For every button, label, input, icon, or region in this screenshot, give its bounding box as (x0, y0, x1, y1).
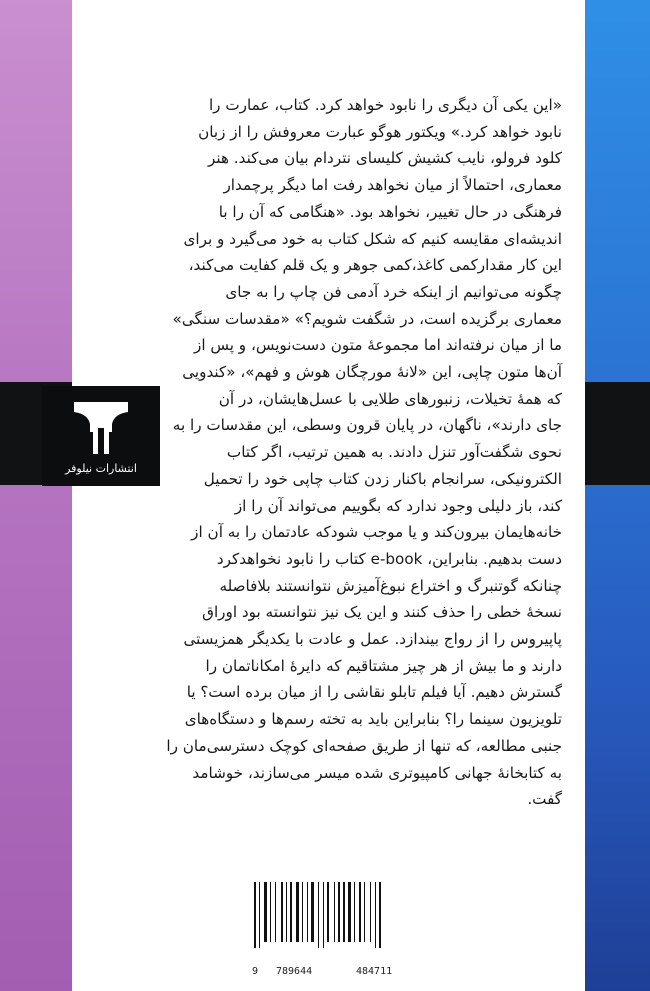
text-line: جای دارند»، ناگهان، در پایان قرون وسطی، این مقدسات را به (172, 416, 562, 435)
text-line: نحوی شگفت‌آور تنزل دادند. به همین ترتیب، اگر کتاب (226, 443, 562, 462)
text-line: خانه‌هایمان بیرون‌کند و یا موجب شود‌که عادتمان را به آن از (191, 523, 562, 542)
text-line: دست بدهیم. بنابراین، e-book کتاب را نابود نخواهد‌کرد (216, 549, 562, 568)
text-line: آن‌ها متون چاپی، این «لانهٔ مورچگان هوش و فهم»، «کندویی (182, 363, 562, 382)
text-line: «این یکی آن دیگری را نابود خواهد کرد. کتاب، عمارت را (208, 96, 562, 114)
text-line: فرهنگی در حال تغییر، نخواهد بود. «هنگامی که آن را با (218, 202, 562, 221)
text-line: ما از میان نرفته‌اند اما مجموعهٔ متون دست‌نویس، و پس از (193, 336, 562, 355)
text-line: الکترونیکی، سرانجام باکنار زدن کتاب چاپی خود را تحمیل (203, 469, 562, 488)
isbn-first-digit: 9 (252, 966, 259, 977)
text-line: به کتابخانهٔ جهانی کامپیوتری شده میسر می‌سازند، خوشامد (192, 763, 562, 782)
text-line: کلود فرولو، نایب کشیش کلیسای نتردام بیان می‌کند. هنر (207, 149, 562, 168)
text-line: چنانکه گوتنبرگ و اختراع نبوغ‌آمیزش نتوانستند بلافاصله (219, 576, 562, 595)
text-line: کند، باز دلیلی وجود ندارد که بگوییم می‌تواند آن را از (234, 496, 562, 515)
barcode-bars (252, 882, 428, 948)
text-line: دارند و ما بیش از هر چیز مشتاقیم که دایرهٔ امکاناتمان را (205, 656, 562, 675)
text-line: گسترش دهیم. آیا فیلم تابلو نقاشی را از میان برده است؟ یا (186, 683, 562, 702)
right-color-stripe (585, 0, 650, 991)
text-line: که همهٔ تخیلات، زنبورهای طلایی با عسل‌هایشان، در آن (218, 389, 562, 408)
text-line: پاپیروس را از رواج بیندازد. عمل و عادت با یکدیگر همزیستی (183, 630, 562, 649)
text-line: چگونه می‌توانیم از اینکه خرد آدمی فن چاپ را به جای (225, 282, 562, 301)
text-line: جنبی مطالعه، که تنها از طریق صفحه‌ای کوچک دسترسی‌مان را (166, 736, 562, 755)
text-line: نابود خواهد کرد.» ویکتور هوگو عبارت معروفش را از زبان (198, 122, 562, 141)
text-line: تلویزیون سینما را؟ بنابراین باید به تخته رسم‌ها و دستگاه‌های (184, 710, 562, 729)
back-cover-text (92, 92, 562, 813)
text-line: گفت. (527, 790, 562, 809)
text-line: اندیشه‌ای مقایسه کنیم که شکل کتاب به خود می‌گیرد و برای (183, 229, 562, 248)
text-line: این کار مقدارکمی کاغذ،کمی جوهر و یک قلم کفایت می‌کند، (188, 256, 562, 275)
text-line: نسخهٔ خطی را حذف کنند و این یک نیز نتوانسته بود اوراق (202, 603, 562, 622)
isbn-middle-digits: 789644 (276, 966, 313, 977)
left-color-stripe (0, 0, 72, 991)
isbn-barcode (246, 878, 434, 977)
publisher-name: انتشارات نیلوفر (65, 461, 137, 475)
text-line: معماری، احتمالاً از میان نخواهد رفت اما دیگر پرچمدار (223, 176, 562, 195)
isbn-last-digits: 484711 (356, 966, 393, 977)
text-line: معماری برگزیده است، در شگفت شویم؟» «مقدسات سنگی» (172, 309, 562, 328)
